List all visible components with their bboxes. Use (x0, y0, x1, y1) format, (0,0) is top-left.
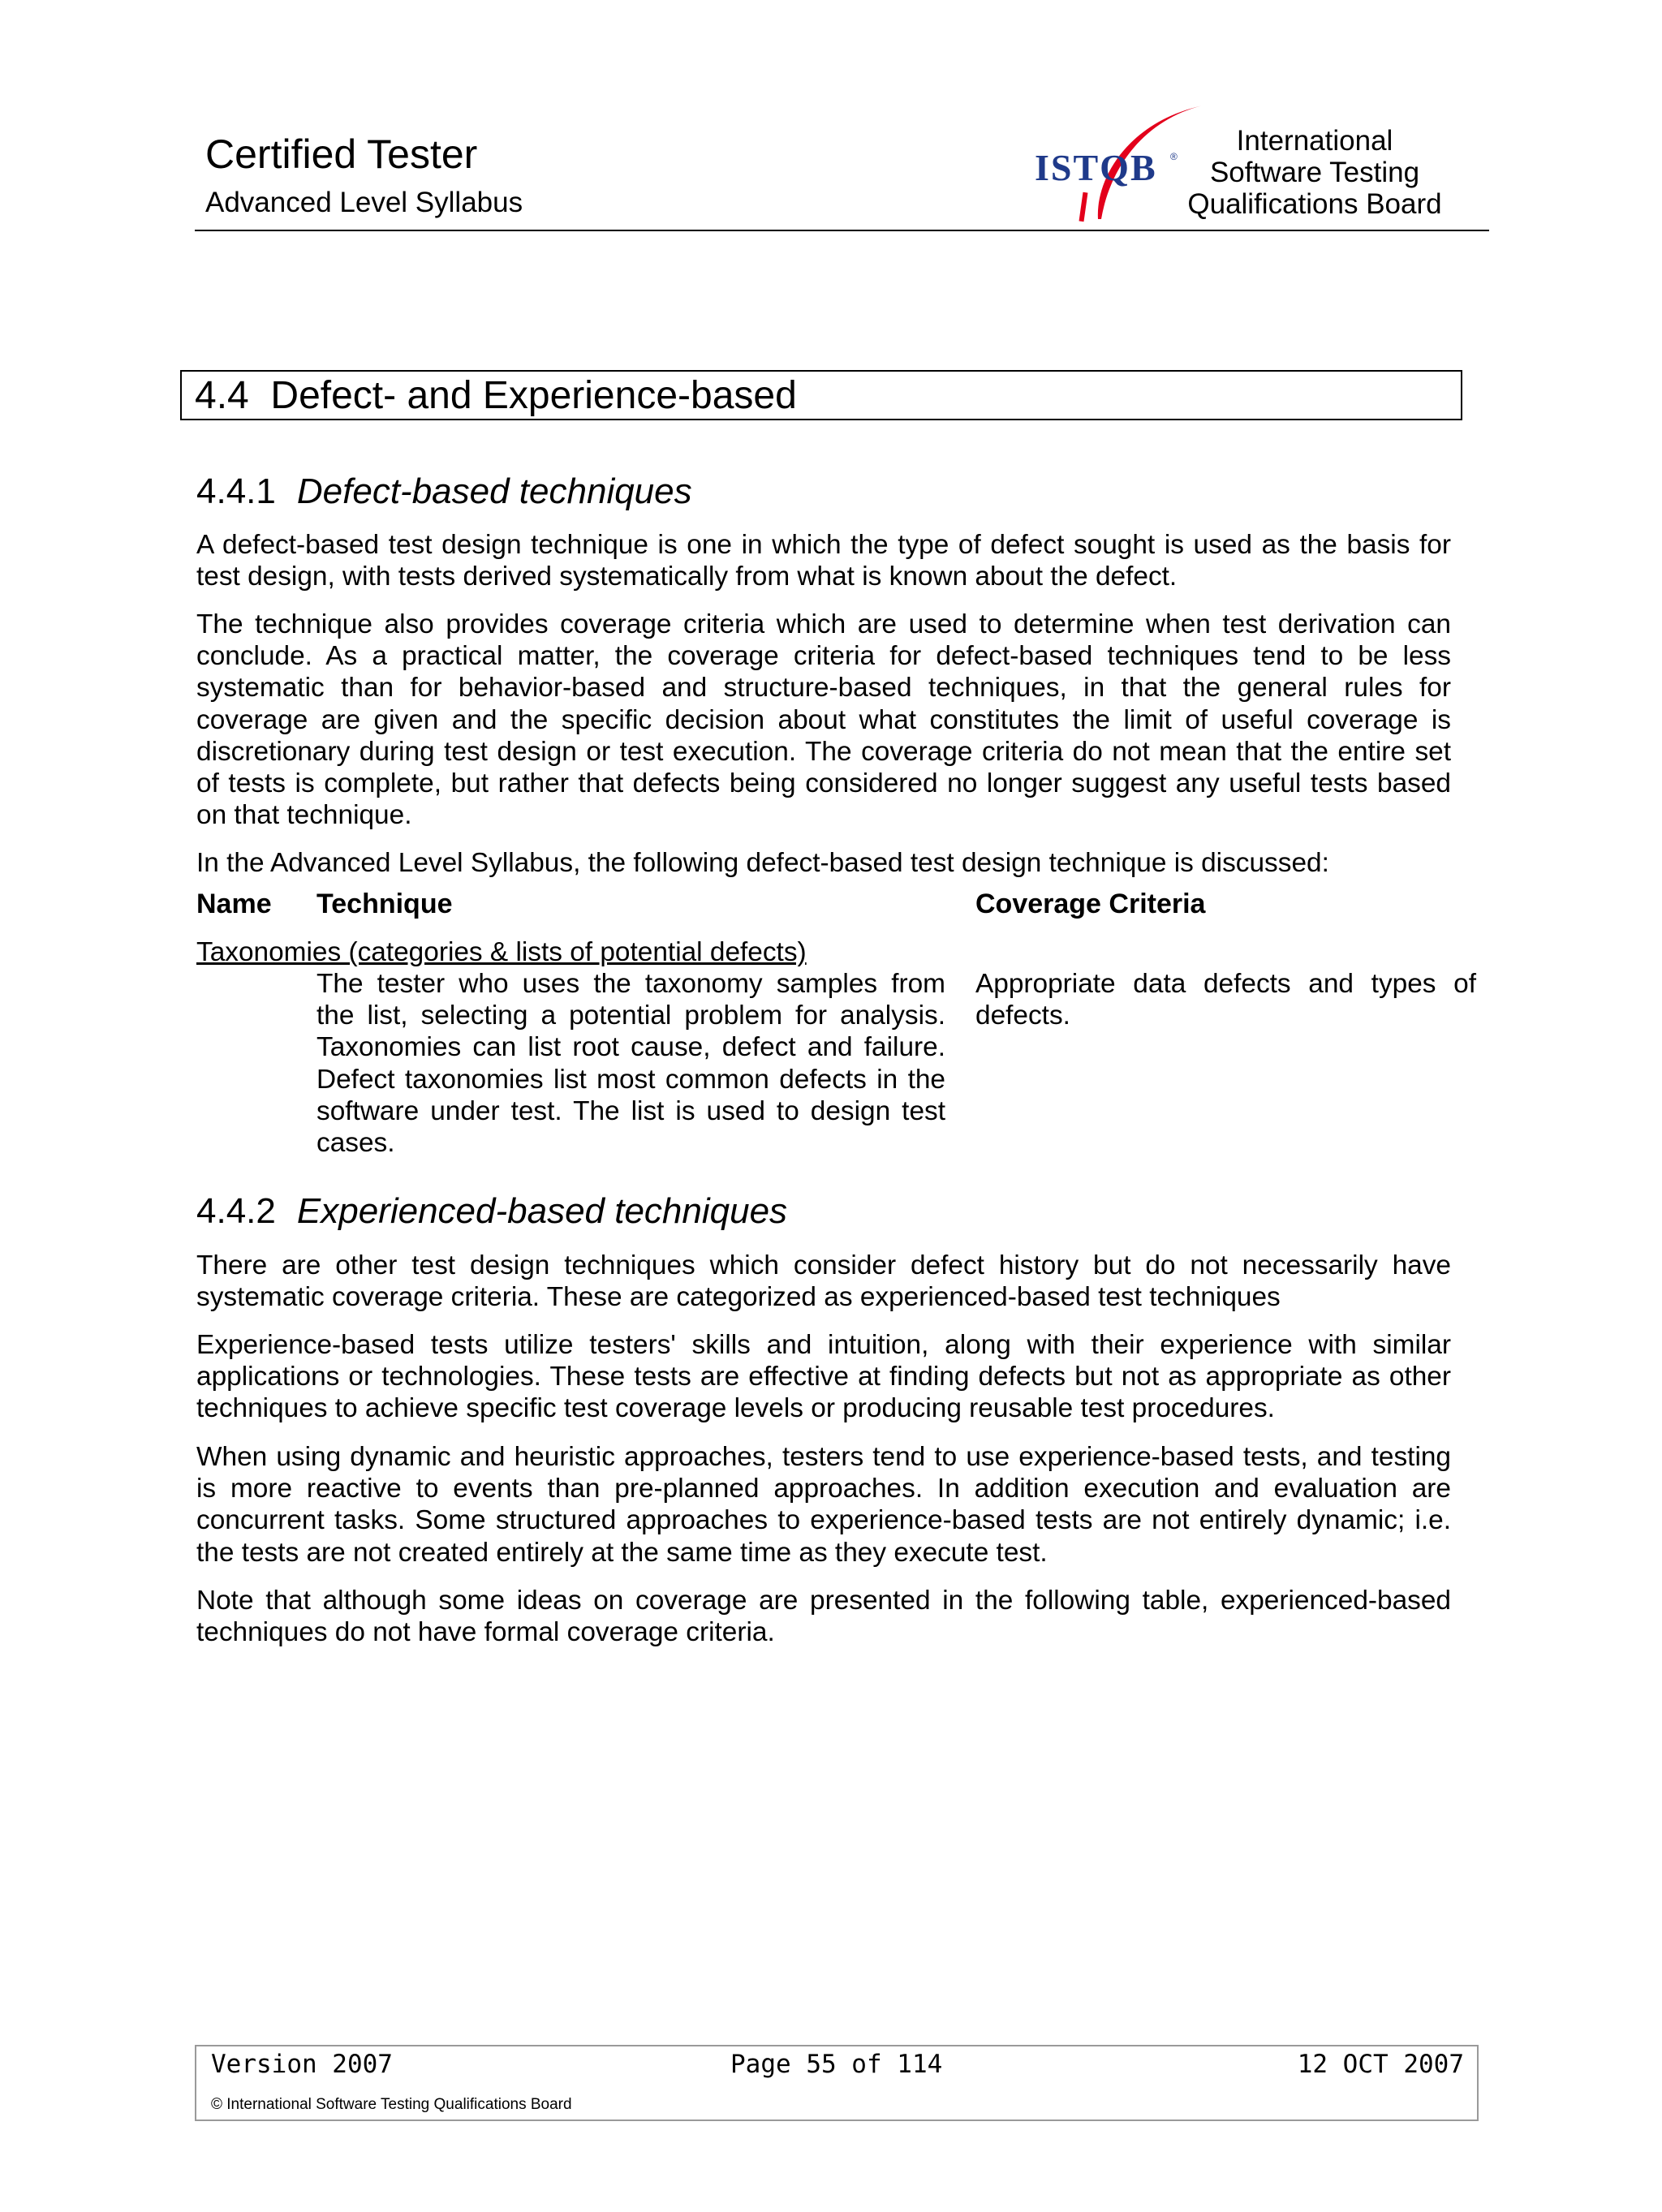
subsection-heading-experience-based (196, 1190, 787, 1233)
istqb-logo (1031, 101, 1201, 231)
footer-page-number: Page 55 of 114 (730, 2050, 943, 2079)
footer-version: Version 2007 (211, 2050, 393, 2079)
subsection-number: 4.4.1 (196, 471, 276, 511)
logo-swoosh-tail (1079, 192, 1088, 222)
logo-text: ISTQB (1035, 147, 1157, 188)
paragraph: The technique also provides coverage criteria which are used to determine when test derivation can conclude. As a practical matter, the coverage criteria for defect-based techniques tend to be less systematic than for behavior-based and structure-based techniques, in that the general rules for coverage are given and the specific decision about what constitutes the limit of useful coverage is discretionary during test design or test execution. The coverage criteria do not mean that the entire set of tests is complete, but rather that defects being considered no longer suggest any useful tests based on that technique. (196, 609, 1451, 831)
table-header-coverage: Coverage Criteria (975, 889, 1206, 919)
footer-copyright: © International Software Testing Qualifications Board (211, 2096, 572, 2113)
org-line-2: Software Testing (1209, 157, 1420, 188)
org-line-1: International (1236, 125, 1393, 157)
table-header-technique: Technique (316, 889, 453, 919)
table-header-name: Name (196, 889, 272, 919)
org-line-3: Qualifications Board (1187, 188, 1442, 220)
organization-name (1177, 125, 1453, 220)
section-number: 4.4 (195, 374, 249, 417)
logo-registered-mark: ® (1170, 151, 1178, 162)
paragraph: In the Advanced Level Syllabus, the following defect-based test design technique is discussed: (196, 848, 1329, 878)
section-title: Defect- and Experience-based (270, 374, 797, 417)
paragraph: A defect-based test design technique is one in which the type of defect sought is used as the basis for test design, with tests derived systematically from what is known about the defect. (196, 530, 1451, 592)
section-heading (195, 373, 797, 419)
paragraph: There are other test design techniques which consider defect history but do not necessarily have systematic coverage criteria. These are categorized as experienced-based test techniques (196, 1250, 1451, 1313)
document-title: Certified Tester (205, 131, 478, 177)
paragraph: Note that although some ideas on coverage are presented in the following table, experienced-based techniques do not have formal coverage criteria. (196, 1586, 1451, 1648)
subsection-number: 4.4.2 (196, 1191, 276, 1231)
table-cell-technique: The tester who uses the taxonomy samples from the list, selecting a potential problem for analysis. Taxonomies can list root cause, defect and failure. Defect taxonomies list most common defects in the software under test. The list is used to design test cases. (316, 969, 945, 1159)
subsection-title: Defect-based techniques (296, 471, 692, 511)
subsection-heading-defect-based (196, 471, 692, 513)
paragraph: Experience-based tests utilize testers' skills and intuition, along with their experience with similar applications or technologies. These tests are effective at finding defects but not as appropriate as other techniques to achieve specific test coverage levels or producing reusable test procedures. (196, 1330, 1451, 1424)
header-divider (195, 230, 1489, 231)
table-cell-coverage: Appropriate data defects and types of defects. (975, 969, 1476, 1031)
paragraph: When using dynamic and heuristic approaches, testers tend to use experience-based tests, and testing is more reactive to events than pre-planned approaches. In addition execution and evaluation are concurrent tasks. Some structured approaches to experience-based tests are not entirely dynamic; i.e. the tests are not created entirely at the same time as they execute test. (196, 1442, 1451, 1568)
footer-date: 12 OCT 2007 (1297, 2050, 1464, 2079)
subsection-title: Experienced-based techniques (296, 1191, 788, 1231)
table-cell-name: Taxonomies (categories & lists of potential defects) (196, 937, 807, 967)
document-subtitle: Advanced Level Syllabus (205, 187, 523, 218)
